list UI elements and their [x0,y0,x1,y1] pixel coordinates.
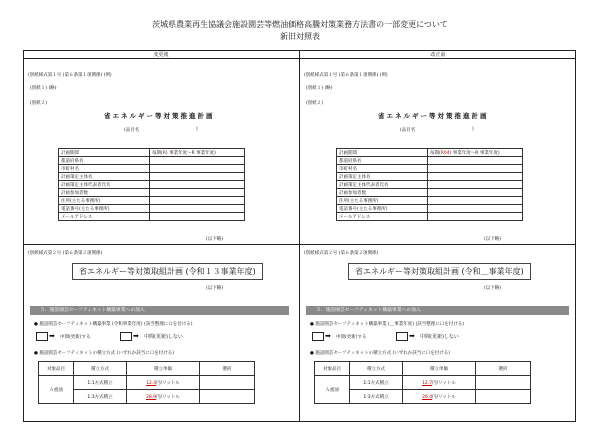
left-bullet-1: ● 施設園芸セーフティネット構築事業 (令和事業年度) (該当整理に口を付ける) [34,322,193,327]
table-row [315,362,531,376]
right-checkbox-no-update[interactable] [396,332,408,341]
header-cell: 積立単価 [403,362,476,376]
row-value [150,205,245,213]
period-suffix: ) 事業年度〜R 事業年度) [165,150,216,156]
left-attachment2: (別紙２) [30,101,48,106]
arrow-right-icon: ➡ [49,332,55,340]
row-key: 電話番号(主たる事務所) [59,205,150,213]
row-value [428,157,523,165]
right-plan-table [336,148,523,221]
table-row [337,157,523,165]
left-option-update: 中間(更新)する [60,335,91,340]
method-cell: 1:1方式積立 [74,376,127,390]
right-omitted-1: (以下略) [484,237,502,242]
price-cell [127,376,200,390]
item-cell: Ａ重油 [315,376,350,404]
right-form1-label: (別紙様式第１号 (第６条第１項関係) (例) [304,73,388,78]
row-key: 市町村名 [59,165,150,173]
header-cell: 対象品目 [315,362,350,376]
header-cell: 積立方式 [350,362,403,376]
section-divider [23,244,576,245]
table-row [337,149,523,157]
right-reserve-table [314,361,531,404]
left-plan-heading: 省エネルギー等対策推進計画 [104,112,215,120]
table-row [59,205,245,213]
right-attachment2: (別紙２) [306,101,324,106]
arrow-right-icon: ➡ [409,332,415,340]
row-key: メールアドレス [59,213,150,221]
price-unit: 円/リットル [156,380,180,386]
method-cell: 1:1方式積立 [350,376,403,390]
row-key: 計画参加者数 [59,189,150,197]
price-cell [403,376,476,390]
right-column-header: 改正前 [430,52,446,58]
table-row [59,189,245,197]
right-item-close: ) [472,127,474,132]
row-value [150,189,245,197]
period-mark: R04 [440,150,450,156]
right-plan-heading: 省エネルギー等対策推進計画 [378,112,489,120]
left-column-header: 変更後 [153,52,169,58]
left-omitted-1: (以下略) [206,237,224,242]
table-row [59,149,245,157]
row-key: 計画期間 [337,149,428,157]
left-plan-table [58,148,245,221]
table-row [337,173,523,181]
table-row [337,213,523,221]
left-option-no-update: 中間(更新)しない [144,334,183,340]
price-unit: 円/リットル [156,394,180,400]
price-unit: 円/リットル [432,394,456,400]
table-row [39,376,255,390]
left-item-name: (品目名 [124,128,140,133]
row-value [428,197,523,205]
row-value [428,181,523,189]
right-option-no-update: 中間(更新)しない [420,334,459,340]
document-subtitle: 新旧対照表 [280,32,320,41]
left-bullet-2: ● 施設園芸セーフティネットの積立方式 (いずれか該当に口を付ける) [34,351,175,356]
row-key: 計画期間 [59,149,150,157]
table-row [59,213,245,221]
price-unit: 円/リットル [432,380,456,386]
arrow-right-icon: ➡ [325,332,331,340]
table-row [337,197,523,205]
period-mark: R [162,150,166,156]
left-checkbox-no-update[interactable] [120,332,132,341]
item-cell: Ａ重油 [39,376,74,404]
table-row [59,165,245,173]
table-row [337,205,523,213]
row-value [428,205,523,213]
left-item-close: ) [196,127,198,132]
table-row [59,197,245,205]
row-key: 市町村名 [337,165,428,173]
right-option-update: 中間(更新)する [336,335,367,340]
method-cell: 1:3方式積立 [350,390,403,404]
right-bullet-1: ● 施設園芸セーフティネット構築事業 (＿事業年度) (該当整理に口を付ける) [310,322,464,327]
right-item-name: (品目名 [400,128,416,133]
header-cell: 選択 [476,362,531,376]
table-row [315,376,531,390]
row-value [150,157,245,165]
row-value [150,165,245,173]
price-value: 28.9 [146,394,157,400]
left-section-banner: ５．施設園芸セーフティネット構築事業への加入 [30,306,289,315]
row-key: 住所(主たる事務所) [59,197,150,205]
row-key: 電話番号(主たる事務所) [337,205,428,213]
table-row [337,189,523,197]
period-prefix: 毎期( [152,150,163,156]
left-attachment1: (別紙１) (略) [30,86,57,91]
left-checkbox-update[interactable] [36,332,48,341]
row-value [428,149,523,157]
row-key: 計画策定主体名 [59,173,150,181]
period-suffix: ) 事業年度〜R 事業年度) [449,150,500,156]
row-value [150,181,245,189]
row-value [150,197,245,205]
row-key: 住所(主たる事務所) [337,197,428,205]
price-cell [127,390,200,404]
table-row [39,362,255,376]
select-cell[interactable] [200,390,255,404]
header-rule [23,58,576,59]
table-row [337,165,523,173]
row-key: メールアドレス [337,213,428,221]
arrow-right-icon: ➡ [133,332,139,340]
row-value [150,173,245,181]
header-cell: 対象品目 [39,362,74,376]
table-row [59,173,245,181]
header-cell: 積立単価 [127,362,200,376]
column-divider [299,50,300,422]
header-cell: 積立方式 [74,362,127,376]
table-row [337,181,523,189]
row-value [150,213,245,221]
select-cell[interactable] [200,376,255,390]
right-form2-label: (別紙様式第２号 (第６条第２項関係) [304,251,379,256]
row-key: 計画策定主体代表者氏名 [337,181,428,189]
price-value: 12.7 [422,380,433,386]
period-prefix: 毎期( [430,150,441,156]
select-cell[interactable] [476,390,531,404]
table-row [59,157,245,165]
price-cell [403,390,476,404]
price-value: 12.4 [146,380,157,386]
left-omitted-2: (以下略) [206,286,224,291]
row-value [428,189,523,197]
row-value [150,149,245,157]
table-row [59,181,245,189]
document-title: 茨城県農業再生協議会施設園芸等燃油価格高騰対策業務方法書の一部変更について [152,20,448,29]
row-key: 計画参加者数 [337,189,428,197]
left-plan-box-title: 省エネルギー等対策取組計画 (令和１３事業年度) [72,263,263,280]
right-checkbox-update[interactable] [312,332,324,341]
row-key: 都道府県名 [337,157,428,165]
method-cell: 1:3方式積立 [74,390,127,404]
row-key: 計画策定主体代表者氏名 [59,181,150,189]
right-section-banner: ５．施設園芸セーフティネット構築事業への加入 [306,306,569,315]
right-omitted-2: (以下略) [484,286,502,291]
row-key: 都道府県名 [59,157,150,165]
left-reserve-table [38,361,255,404]
header-cell: 選択 [200,362,255,376]
row-value [428,213,523,221]
select-cell[interactable] [476,376,531,390]
row-value [428,165,523,173]
price-value: 26.4 [422,394,433,400]
left-form2-label: (別紙様式第２号 (第６条第２項関係) [28,251,103,256]
row-key: 計画策定主体名 [337,173,428,181]
left-form1-label: (別紙様式第１号 (第６条第１項関係) (例) [28,73,112,78]
right-plan-box-title: 省エネルギー等対策取組計画 (令和＿事業年度) [348,263,531,280]
row-value [428,173,523,181]
right-bullet-2: ● 施設園芸セーフティネットの積立方式 (いずれか該当に口を付ける) [310,351,451,356]
right-attachment1: (別紙１) (略) [306,86,333,91]
